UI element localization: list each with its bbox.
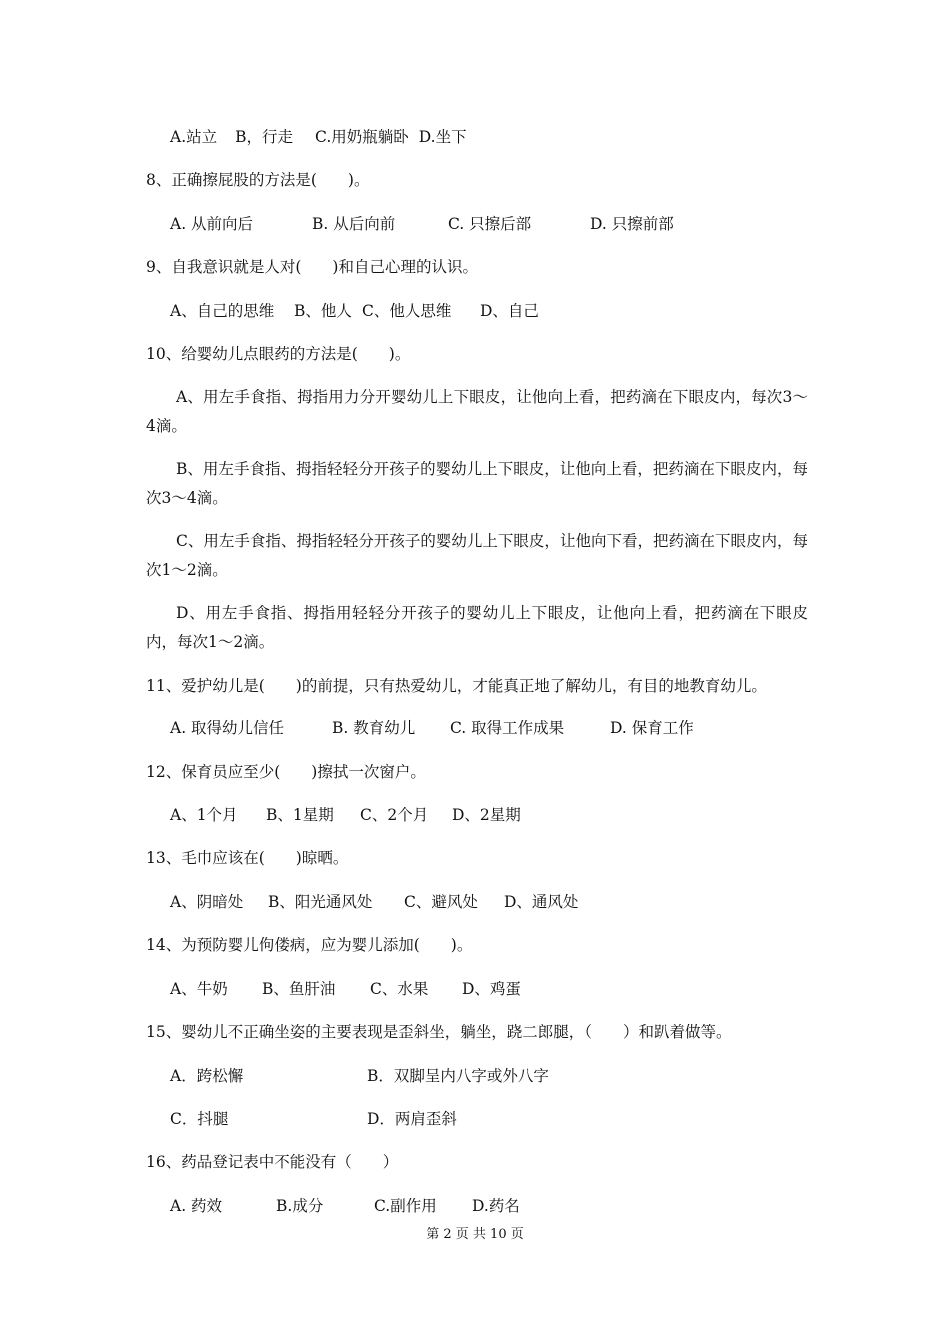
q8-option-b: B. 从后向前 bbox=[312, 215, 396, 233]
page-footer: 第 2 页 共 10 页 bbox=[426, 1227, 524, 1242]
q11-option-c: C. 取得工作成果 bbox=[450, 719, 565, 737]
q15-options-row1 bbox=[170, 1065, 549, 1087]
q8-option-a: A. 从前向后 bbox=[170, 215, 254, 233]
q14-option-b: B、鱼肝油 bbox=[262, 980, 336, 998]
q12-options bbox=[170, 804, 521, 826]
q10-option-a: A、用左手食指、拇指用力分开婴幼儿上下眼皮，让他向上看，把药滴在下眼皮内，每次3～4滴。 bbox=[146, 388, 808, 435]
q16-option-a: A. 药效 bbox=[170, 1197, 223, 1215]
q9-option-c: C、他人思维 bbox=[362, 302, 452, 320]
q13-option-a: A、阴暗处 bbox=[170, 893, 244, 911]
q16-option-d: D.药名 bbox=[472, 1197, 520, 1215]
q13-option-c: C、避风处 bbox=[404, 893, 478, 911]
q7-option-a: A.站立 bbox=[170, 128, 218, 146]
q15-option-a: A．跨松懈 bbox=[170, 1067, 244, 1085]
q16-option-b: B.成分 bbox=[276, 1197, 324, 1215]
q12-option-a: A、1个月 bbox=[170, 806, 238, 824]
q10-option-d: D、用左手食指、拇指用轻轻分开孩子的婴幼儿上下眼皮，让他向上看，把药滴在下眼皮内，每次1～2滴。 bbox=[146, 604, 808, 651]
q15-option-d: D．两肩歪斜 bbox=[367, 1110, 457, 1128]
q10-option-b: B、用左手食指、拇指轻轻分开孩子的婴幼儿上下眼皮，让他向上看，把药滴在下眼皮内，每次3～4滴。 bbox=[146, 460, 808, 507]
q15-option-b: B．双脚呈内八字或外八字 bbox=[367, 1067, 549, 1085]
q9-options bbox=[170, 300, 539, 322]
question-12: 12、保育员应至少( )擦拭一次窗户。 bbox=[146, 763, 426, 781]
q11-options bbox=[170, 717, 694, 739]
question-16: 16、药品登记表中不能没有（ ） bbox=[146, 1153, 399, 1171]
question-13: 13、毛巾应该在( )晾晒。 bbox=[146, 849, 349, 867]
q15-option-c: C．抖腿 bbox=[170, 1110, 229, 1128]
q8-options bbox=[170, 213, 674, 235]
q16-option-c: C.副作用 bbox=[374, 1197, 437, 1215]
q16-options bbox=[170, 1195, 520, 1217]
q7-option-d: D.坐下 bbox=[418, 128, 467, 146]
q14-option-d: D、鸡蛋 bbox=[462, 980, 521, 998]
q11-option-a: A. 取得幼儿信任 bbox=[170, 719, 285, 737]
q12-option-d: D、2星期 bbox=[452, 806, 521, 824]
question-8: 8、正确擦屁股的方法是( )。 bbox=[146, 171, 370, 189]
q10-option-c: C、用左手食指、拇指轻轻分开孩子的婴幼儿上下眼皮，让他向下看，把药滴在下眼皮内，每次1～2滴。 bbox=[146, 532, 808, 579]
q7-options bbox=[170, 126, 467, 148]
question-10: 10、给婴幼儿点眼药的方法是( )。 bbox=[146, 345, 411, 363]
q12-option-c: C、2个月 bbox=[360, 806, 429, 824]
q13-options bbox=[170, 891, 578, 913]
q11-option-b: B. 教育幼儿 bbox=[332, 719, 416, 737]
q7-option-b: B，行走 bbox=[235, 128, 294, 146]
q8-option-c: C. 只擦后部 bbox=[448, 215, 532, 233]
q9-option-a: A、自己的思维 bbox=[170, 302, 275, 320]
q13-option-b: B、阳光通风处 bbox=[268, 893, 373, 911]
q8-option-d: D. 只擦前部 bbox=[590, 215, 674, 233]
question-15: 15、婴幼儿不正确坐姿的主要表现是歪斜坐，躺坐，跷二郎腿，（ ）和趴着做等。 bbox=[146, 1023, 732, 1041]
q14-option-a: A、牛奶 bbox=[170, 980, 228, 998]
question-14: 14、为预防婴儿佝偻病，应为婴儿添加( )。 bbox=[146, 936, 473, 954]
q14-option-c: C、水果 bbox=[370, 980, 429, 998]
q15-options-row2 bbox=[170, 1108, 457, 1130]
q14-options bbox=[170, 978, 521, 1000]
question-9: 9、自我意识就是人对( )和自己心理的认识。 bbox=[146, 258, 478, 276]
q13-option-d: D、通风处 bbox=[504, 893, 579, 911]
q9-option-d: D、自己 bbox=[480, 302, 539, 320]
q7-option-c: C.用奶瓶躺卧 bbox=[315, 128, 409, 146]
q9-option-b: B、他人 bbox=[294, 302, 352, 320]
q11-option-d: D. 保育工作 bbox=[610, 719, 694, 737]
question-11: 11、爱护幼儿是( )的前提，只有热爱幼儿，才能真正地了解幼儿，有目的地教育幼儿。 bbox=[146, 677, 767, 695]
q12-option-b: B、1星期 bbox=[266, 806, 334, 824]
